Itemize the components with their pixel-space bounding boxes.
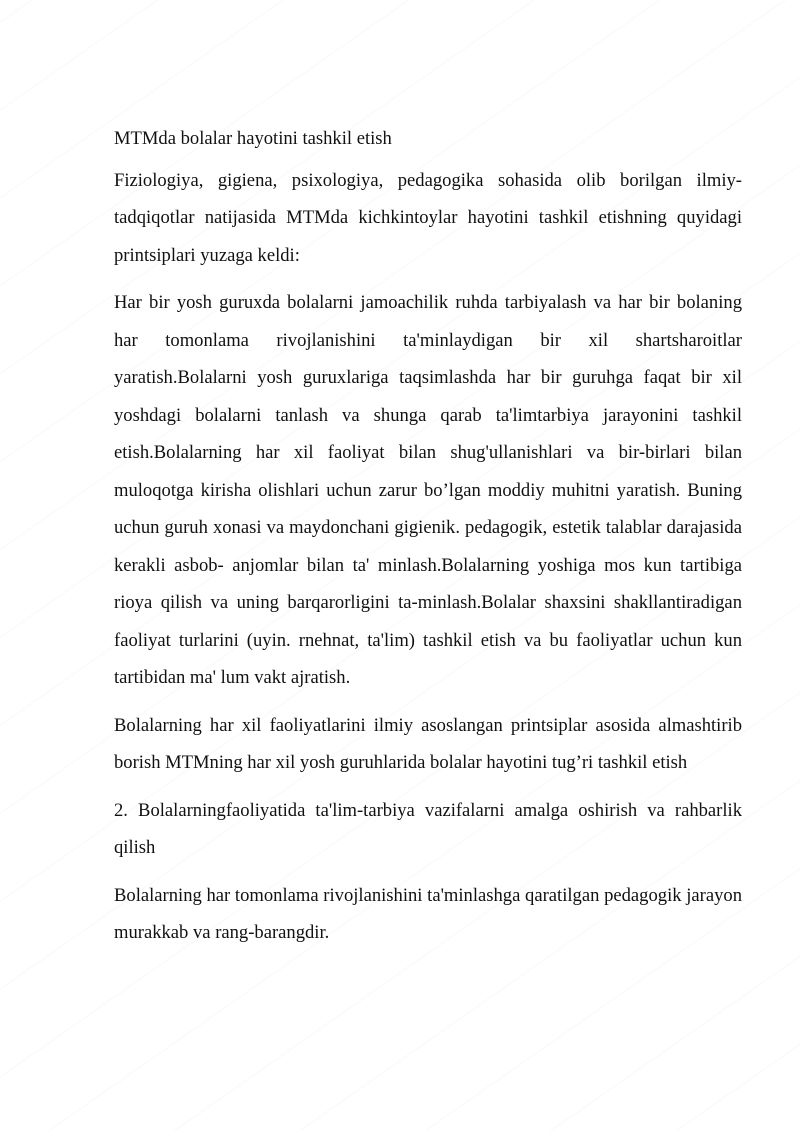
document-body <box>114 120 742 962</box>
paragraph-conclusion: Bolalarning har tomonlama rivojlanishini ta'minlashga qaratilgan pedagogik jarayon murakkab va rang-barangdir. <box>114 884 742 943</box>
paragraph-principles: Har bir yosh guruxda bolalarni jamoachilik ruhda tarbiyalash va har bir bolaning har tomonlama rivojlanishini ta'minlaydigan bir xil shartsharoitlar yaratish.Bolalarni yosh guruxlariga taqsimlashda har bir guruhga faqat bir xil yoshdagi bolalarni tanlash va shunga qarab ta'limtarbiya jarayonini tashkil etish.Bolalarning har xil faoliyat bilan shug'ullanishlari va bir-birlari bilan muloqotga kirisha olishlari uchun zarur bo’lgan moddiy muhitni yaratish. Buning uchun guruh xonasi va maydonchani gigienik. pedagogik, estetik talablar darajasida kerakli asbob- anjomlar bilan ta' minlash.Bolalarning yoshiga mos kun tartibiga rioya qilish va uning barqarorligini ta-minlash.Bolalar shaxsini shakllantiradigan faoliyat turlarini (uyin. rnehnat, ta'lim) tashkil etish va bu faoliyatlar uchun kun tartibidan ma' lum vakt ajratish. <box>114 292 742 688</box>
paragraph-intro: Fiziologiya, gigiena, psixologiya, pedagogika sohasida olib borilgan ilmiy- tadqiqotlar natijasida MTMda kichkintoylar hayotini tashkil etishning quyidagi printsiplari yuzaga keldi: <box>114 169 742 266</box>
paragraph-section-2: 2. Bolalarningfaoliyatida ta'lim-tarbiya vazifalarni amalga oshirish va rahbarlik qilish <box>114 799 742 858</box>
document-title: MTMda bolalar hayotini tashkil etish <box>114 128 392 149</box>
paragraph-activities: Bolalarning har xil faoliyatlarini ilmiy asoslangan printsiplar asosida almashtirib borish MTMning har xil yosh guruhlarida bolalar hayotini tug’ri tashkil etish <box>114 714 742 773</box>
